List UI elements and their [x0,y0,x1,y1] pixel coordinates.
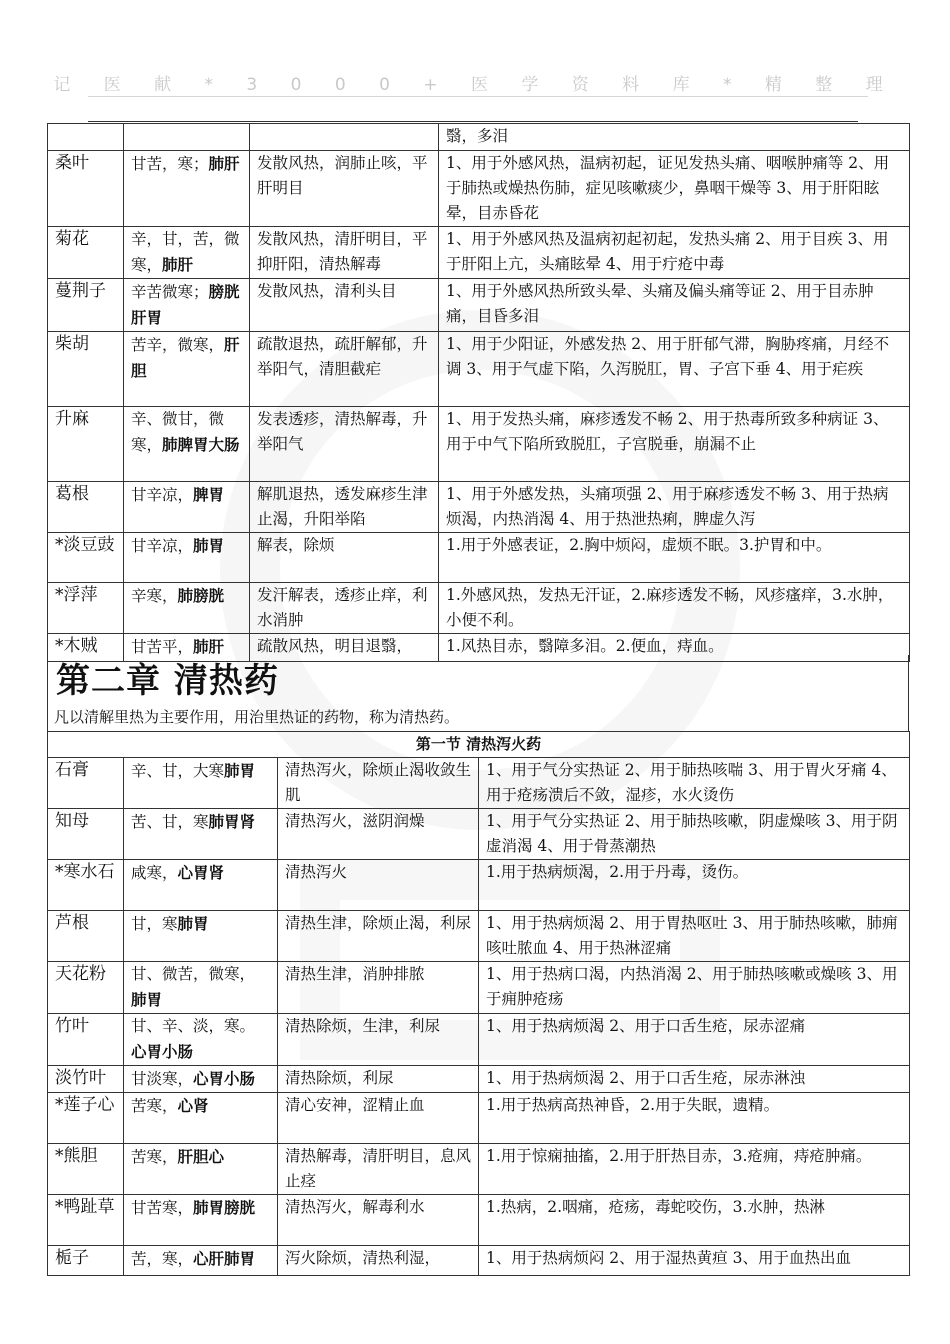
herb-usage-text: 1、用于气分实热证 2、用于肺热咳嗽，阴虚燥咳 3、用于阴虚消渴 4、用于骨蒸潮热 [486,812,898,855]
herb-meridian: 肺肝 [162,255,194,274]
herb-nature-meridian [124,1014,278,1066]
herb-row [48,482,910,533]
herb-name [48,482,124,533]
herb-name-text: 栀子 [55,1248,89,1268]
herb-effect-text: 疏散退热，疏肝解郁，升举阳气，清胆截疟 [257,335,428,378]
herb-name-text: 芦根 [55,913,89,933]
chapter-description: 凡以清解里热为主要作用，用治里热证的药物，称为清热药。 [54,708,460,726]
herb-effect-text: 清热泻火，解毒利水 [285,1198,425,1216]
herb-row [48,124,910,151]
herb-name [48,1066,124,1093]
herb-usage-text: 1、用于发热头痛，麻疹透发不畅 2、用于热毒所致多种病证 3、用于中气下陷所致脱肛，子宫脱垂，崩漏不止 [446,410,889,453]
herb-usage-text: 1.用于热病烦渴，2.用于丹毒，烫伤。 [486,863,749,881]
herb-name [48,1144,124,1195]
herb-effect-text: 发散风热，润肺止咳，平肝明目 [257,154,428,197]
herb-effect-text: 清热解毒，清肝明目，息风止痉 [285,1147,472,1190]
herb-effect-text: 发表透疹，清热解毒，升举阳气 [257,410,428,453]
herb-usage [479,860,910,911]
herb-row [48,1014,910,1066]
herb-effect-text: 清热泻火 [285,863,348,881]
herb-effect-text: 解肌退热，透发麻疹生津止渴，升阳举陷 [257,485,428,528]
herb-usage-text: 1.热病，2.咽痛，疮疡，毒蛇咬伤，3.水肿，热淋 [486,1198,825,1216]
herb-row [48,809,910,860]
herb-meridian: 心肾 [177,1096,209,1115]
herb-effect-text: 发散风热，清利头目 [257,282,397,300]
herb-effect-text: 疏散风热，明目退翳， [257,637,413,655]
herb-row [48,1066,910,1093]
herb-effect-text: 发散风热，清肝明目，平抑肝阳，清热解毒 [257,230,428,273]
herb-nature: 辛、微甘，微寒， [131,410,225,454]
herb-effect [278,1066,479,1093]
herb-usage-text: 翳，多泪 [446,127,509,145]
herb-effect [278,758,479,809]
herb-nature-meridian [124,583,250,634]
herb-nature-meridian [124,860,278,911]
herb-name [48,1195,124,1246]
herb-effect [250,151,439,227]
herb-nature: 苦寒， [131,1148,178,1166]
herb-name [48,809,124,860]
herb-usage-text: 1、用于热病烦渴 2、用于口舌生疮，尿赤淋浊 [486,1069,806,1087]
herb-name [48,279,124,332]
herb-usage [439,482,910,533]
herb-effect-text: 清热生津，消肿排脓 [285,965,425,983]
herb-nature: 辛，甘，苦，微寒， [131,230,240,274]
herb-nature-meridian [124,962,278,1014]
herb-name-text: 升麻 [55,409,89,429]
herb-row [48,911,910,962]
herb-usage-text: 1.外感风热，发热无汗证，2.麻疹透发不畅，风疹瘙痒，3.水肿，小便不利。 [446,586,894,629]
herb-meridian: 心胃小肠 [131,1042,194,1061]
herb-usage [479,1246,910,1276]
herb-row [48,962,910,1014]
herb-nature: 甘苦寒， [131,1199,194,1217]
herb-effect-text: 解表，除烦 [257,536,335,554]
herb-effect [250,533,439,583]
herb-nature: 甘苦，寒； [131,155,209,173]
herb-name [48,758,124,809]
herb-meridian: 肺胃 [131,990,163,1009]
herb-name [48,1246,124,1276]
herb-nature-meridian [124,809,278,860]
herb-nature-meridian [124,1093,278,1144]
herb-row [48,1144,910,1195]
herb-meridian: 肺胃肾 [208,812,256,831]
herb-usage-text: 1.用于惊痫抽搐，2.用于肝热目赤，3.疮痈，痔疮肿痛。 [486,1147,872,1165]
herb-effect-text: 清热除烦，生津，利尿 [285,1017,441,1035]
herb-name-text: *木贼 [55,636,98,656]
heat-clearing-table-body [48,732,910,1276]
herb-effect [250,482,439,533]
herb-name-text: 菊花 [55,229,89,249]
herb-name-text: *熊胆 [55,1146,98,1166]
herb-effect [250,332,439,407]
herb-nature: 苦寒， [131,1097,178,1115]
heat-clearing-table [47,731,910,1276]
herb-meridian: 膀胱肝胃 [131,282,240,327]
herb-effect [278,1093,479,1144]
page-header-watermark: 记 医 献 * 3 0 0 0 + 医 学 资 料 库 * 精 整 理 [53,75,897,95]
herb-nature: 苦、甘，寒 [131,813,209,831]
herb-row [48,151,910,227]
herb-row [48,1195,910,1246]
herb-effect [278,1246,479,1276]
herb-row [48,407,910,482]
herb-meridian: 心胃肾 [177,863,225,882]
herb-name [48,911,124,962]
herb-nature: 苦辛，微寒， [131,336,225,354]
herb-row [48,860,910,911]
herb-name [48,962,124,1014]
herb-name [48,151,124,227]
herb-effect-text: 清热泻火，滋阴润燥 [285,812,425,830]
herb-usage-text: 1.用于热病高热神昏，2.用于失眠，遗精。 [486,1096,780,1114]
herb-usage [479,911,910,962]
herb-nature-meridian [124,332,250,407]
herb-name-text: 柴胡 [55,334,89,354]
herb-usage-text: 1、用于热病烦渴 2、用于胃热呕吐 3、用于肺热咳嗽，肺痈咳吐脓血 4、用于热淋涩痛 [486,914,898,957]
herb-usage-text: 1、用于热病口渴，内热消渴 2、用于肺热咳嗽或燥咳 3、用于痈肿疮疡 [486,965,898,1008]
herb-row [48,1246,910,1276]
herb-name [48,860,124,911]
herb-meridian: 肝胆心 [177,1147,225,1166]
herb-meridian: 肺胃 [224,761,256,780]
herb-row [48,279,910,332]
herb-meridian: 心胃小肠 [193,1069,256,1088]
herb-nature-meridian [124,279,250,332]
herb-nature: 甘辛凉， [131,486,194,504]
herb-usage [439,279,910,332]
herb-name [48,1093,124,1144]
chapter-title: 第二章 清热药 [56,661,279,701]
herb-usage [479,1066,910,1093]
herb-name [48,332,124,407]
herb-name-text: 葛根 [55,484,89,504]
herb-effect [250,279,439,332]
herb-effect-text: 发汗解表，透疹止痒，利水消肿 [257,586,428,629]
herb-usage [439,151,910,227]
herb-nature: 苦，寒， [131,1250,194,1268]
herb-nature: 甘，寒 [131,915,178,933]
herb-usage [479,1195,910,1246]
herb-name-text: 竹叶 [55,1016,89,1036]
herb-meridian: 肺胃 [193,536,225,555]
herb-effect [278,962,479,1014]
herb-row [48,533,910,583]
herb-meridian: 肝胆 [131,335,240,380]
herb-nature-meridian [124,1144,278,1195]
herb-name [48,227,124,279]
herb-effect-text: 泻火除烦，清热利湿， [285,1249,441,1267]
herb-usage [479,962,910,1014]
herb-nature-meridian [124,407,250,482]
herb-table-continued [47,123,910,662]
herb-nature-meridian [124,1195,278,1246]
herb-nature-meridian [124,1246,278,1276]
herb-name-text: *莲子心 [55,1095,115,1115]
herb-usage [479,1093,910,1144]
herb-effect-text: 清热泻火，除烦止渴收敛生肌 [285,761,472,804]
herb-usage-text: 1.用于外感表证，2.胸中烦闷，虚烦不眠。3.护胃和中。 [446,536,832,554]
header-divider-dark [88,121,858,122]
herb-usage-text: 1、用于热病烦闷 2、用于湿热黄疸 3、用于血热出血 [486,1249,851,1267]
herb-nature-meridian [124,124,250,151]
herb-nature-meridian [124,227,250,279]
herb-usage-text: 1、用于气分实热证 2、用于肺热咳喘 3、用于胃火牙痛 4、用于疮疡溃后不敛，湿疹，水火烫伤 [486,761,897,804]
herb-usage-text: 1、用于外感风热所致头晕、头痛及偏头痛等证 2、用于目赤肿痛，目昏多泪 [446,282,874,325]
herb-effect [250,227,439,279]
section-row [48,732,910,758]
herb-row [48,1093,910,1144]
herb-nature: 辛寒， [131,587,178,605]
herb-name [48,407,124,482]
herb-effect [250,583,439,634]
herb-usage [439,533,910,583]
herb-nature: 辛苦微寒； [131,283,209,301]
herb-name-text: *浮萍 [55,585,98,605]
herb-name-text: 蔓荆子 [55,281,106,301]
herb-name-text: 天花粉 [55,964,106,984]
herb-name [48,1014,124,1066]
herb-table-body [48,124,910,662]
herb-nature-meridian [124,1066,278,1093]
herb-row [48,583,910,634]
herb-nature-meridian [124,151,250,227]
herb-effect [278,911,479,962]
herb-usage [439,332,910,407]
herb-meridian: 肺胃 [177,914,209,933]
herb-nature: 甘辛凉， [131,537,194,555]
herb-row [48,227,910,279]
herb-nature-meridian [124,482,250,533]
herb-usage [439,583,910,634]
herb-row [48,332,910,407]
herb-usage [439,407,910,482]
herb-usage [479,1014,910,1066]
herb-nature-meridian [124,533,250,583]
herb-nature: 甘、微苦，微寒， [131,965,256,983]
herb-effect-text: 清热除烦，利尿 [285,1069,394,1087]
herb-name-text: *淡豆豉 [55,535,115,555]
herb-usage-text: 1、用于热病烦渴 2、用于口舌生疮，尿赤涩痛 [486,1017,806,1035]
herb-usage-text: 1.风热目赤，翳障多泪。2.便血，痔血。 [446,637,724,655]
herb-nature: 甘淡寒， [131,1070,194,1088]
herb-name-text: 知母 [55,811,89,831]
herb-effect [278,809,479,860]
herb-usage [439,227,910,279]
herb-effect [250,407,439,482]
herb-name-text: 石膏 [55,760,89,780]
herb-nature: 咸寒， [131,864,178,882]
section-title: 第一节 清热泻火药 [48,732,910,758]
herb-usage-text: 1、用于外感发热，头痛项强 2、用于麻疹透发不畅 3、用于热病烦渴，内热消渴 4、用于热泄热痢，脾虚久泻 [446,485,889,528]
herb-nature-meridian [124,911,278,962]
herb-effect [278,1014,479,1066]
herb-effect [278,1144,479,1195]
herb-meridian: 心肝肺胃 [193,1249,256,1268]
herb-name-text: *寒水石 [55,862,115,882]
herb-effect [278,1195,479,1246]
herb-nature: 甘、辛、淡，寒。 [131,1017,256,1035]
herb-meridian: 肺脾胃大肠 [162,435,240,454]
herb-name [48,583,124,634]
herb-name [48,533,124,583]
herb-name-text: *鸭趾草 [55,1197,115,1217]
herb-row [48,758,910,809]
herb-effect-text: 清心安神，涩精止血 [285,1096,425,1114]
herb-usage-text: 1、用于少阳证，外感发热 2、用于肝郁气滞，胸胁疼痛，月经不调 3、用于气虚下陷，久泻脱肛，胃、子宫下垂 4、用于疟疾 [446,335,890,378]
herb-meridian: 肺膀胱 [177,586,225,605]
herb-usage [439,124,910,151]
herb-effect [250,124,439,151]
herb-usage-text: 1、用于外感风热及温病初起初起，发热头痛 2、用于目疾 3、用于肝阳上亢，头痛眩晕 4、用于疔疮中毒 [446,230,889,273]
header-divider [88,96,868,97]
herb-nature: 辛、甘，大寒 [131,762,225,780]
herb-usage [479,1144,910,1195]
herb-meridian: 肺肝 [208,154,240,173]
herb-effect [278,860,479,911]
herb-nature: 甘苦平， [131,638,194,656]
herb-effect-text: 清热生津，除烦止渴，利尿 [285,914,472,932]
herb-meridian: 肺胃膀胱 [193,1198,256,1217]
herb-meridian: 肺肝 [193,637,225,656]
herb-usage [479,809,910,860]
herb-name-text: 桑叶 [55,153,89,173]
herb-name-text: 淡竹叶 [55,1068,106,1088]
herb-usage-text: 1、用于外感风热，温病初起，证见发热头痛、咽喉肿痛等 2、用于肺热或燥热伤肺，症见咳嗽痰少，鼻咽干燥等 3、用于肝阳眩晕，目赤昏花 [446,154,890,222]
herb-name [48,124,124,151]
herb-nature-meridian [124,758,278,809]
herb-usage [479,758,910,809]
herb-meridian: 脾胃 [193,485,225,504]
